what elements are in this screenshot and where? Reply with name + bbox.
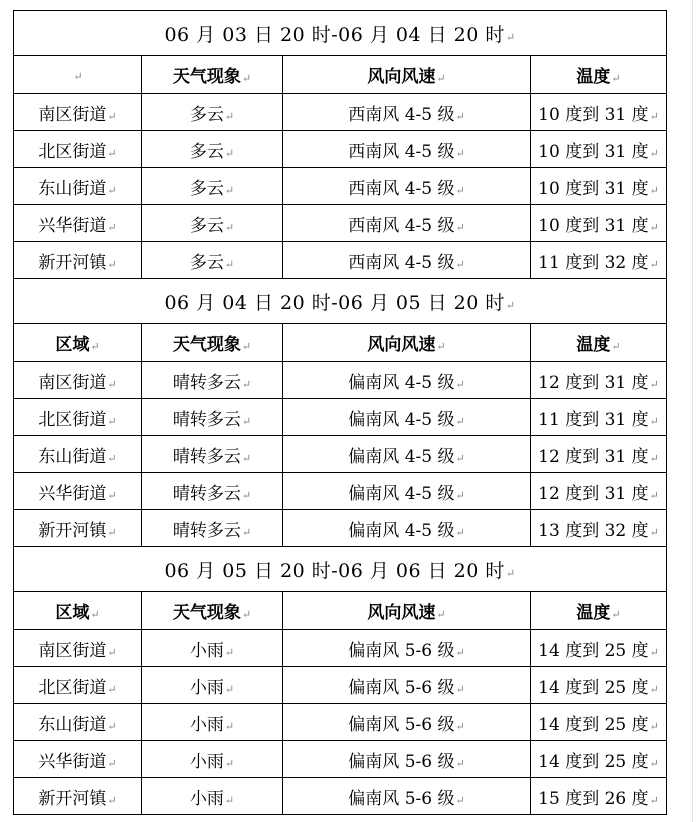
region-cell: 新开河镇↵ bbox=[14, 510, 142, 547]
wind-cell: 西南风 4-5 级↵ bbox=[283, 168, 531, 205]
temp-cell: 10 度到 31 度↵ bbox=[531, 205, 667, 242]
table-row bbox=[14, 741, 667, 778]
region-cell: 北区街道↵ bbox=[14, 667, 142, 704]
table-row bbox=[14, 94, 667, 131]
temp-cell: 11 度到 31 度↵ bbox=[531, 399, 667, 436]
forecast-table bbox=[13, 10, 667, 815]
section-title: 06 月 05 日 20 时-06 月 06 日 20 时↵ bbox=[14, 547, 667, 592]
temp-cell: 13 度到 32 度↵ bbox=[531, 510, 667, 547]
table-row bbox=[14, 667, 667, 704]
weather-cell: 多云↵ bbox=[142, 131, 283, 168]
wind-cell: 西南风 4-5 级↵ bbox=[283, 94, 531, 131]
region-cell: 兴华街道↵ bbox=[14, 473, 142, 510]
page-edge bbox=[692, 0, 693, 822]
column-header-weather: 天气现象↵ bbox=[142, 592, 283, 630]
wind-cell: 偏南风 4-5 级↵ bbox=[283, 510, 531, 547]
weather-cell: 小雨↵ bbox=[142, 630, 283, 667]
region-cell: 南区街道↵ bbox=[14, 630, 142, 667]
column-header-weather: 天气现象↵ bbox=[142, 56, 283, 94]
wind-cell: 偏南风 5-6 级↵ bbox=[283, 630, 531, 667]
temp-cell: 10 度到 31 度↵ bbox=[531, 131, 667, 168]
temp-cell: 10 度到 31 度↵ bbox=[531, 168, 667, 205]
region-cell: 东山街道↵ bbox=[14, 436, 142, 473]
temp-cell: 14 度到 25 度↵ bbox=[531, 704, 667, 741]
region-cell: 东山街道↵ bbox=[14, 168, 142, 205]
wind-cell: 偏南风 4-5 级↵ bbox=[283, 399, 531, 436]
temp-cell: 14 度到 25 度↵ bbox=[531, 667, 667, 704]
weather-cell: 晴转多云↵ bbox=[142, 399, 283, 436]
temp-cell: 11 度到 32 度↵ bbox=[531, 242, 667, 279]
section-title: 06 月 03 日 20 时-06 月 04 日 20 时↵ bbox=[14, 11, 667, 56]
region-cell: 东山街道↵ bbox=[14, 704, 142, 741]
temp-cell: 12 度到 31 度↵ bbox=[531, 362, 667, 399]
section-title-row bbox=[14, 11, 667, 56]
temp-cell: 10 度到 31 度↵ bbox=[531, 94, 667, 131]
table-row bbox=[14, 168, 667, 205]
column-header-region-empty: ↵ bbox=[14, 56, 142, 94]
region-cell: 兴华街道↵ bbox=[14, 741, 142, 778]
section-title-row bbox=[14, 547, 667, 592]
section-title: 06 月 04 日 20 时-06 月 05 日 20 时↵ bbox=[14, 279, 667, 324]
region-cell: 北区街道↵ bbox=[14, 399, 142, 436]
column-header-wind: 风向风速↵ bbox=[283, 324, 531, 362]
weather-cell: 小雨↵ bbox=[142, 778, 283, 815]
column-header-row bbox=[14, 56, 667, 94]
wind-cell: 偏南风 5-6 级↵ bbox=[283, 778, 531, 815]
table-row bbox=[14, 242, 667, 279]
column-header-temp: 温度↵ bbox=[531, 324, 667, 362]
weather-cell: 小雨↵ bbox=[142, 667, 283, 704]
column-header-temp: 温度↵ bbox=[531, 592, 667, 630]
temp-cell: 12 度到 31 度↵ bbox=[531, 436, 667, 473]
wind-cell: 偏南风 4-5 级↵ bbox=[283, 436, 531, 473]
temp-cell: 14 度到 25 度↵ bbox=[531, 630, 667, 667]
weather-cell: 晴转多云↵ bbox=[142, 436, 283, 473]
column-header-wind: 风向风速↵ bbox=[283, 592, 531, 630]
weather-cell: 多云↵ bbox=[142, 168, 283, 205]
weather-cell: 多云↵ bbox=[142, 205, 283, 242]
weather-cell: 晴转多云↵ bbox=[142, 510, 283, 547]
column-header-row bbox=[14, 324, 667, 362]
weather-cell: 小雨↵ bbox=[142, 741, 283, 778]
table-row bbox=[14, 131, 667, 168]
wind-cell: 偏南风 4-5 级↵ bbox=[283, 473, 531, 510]
temp-cell: 14 度到 25 度↵ bbox=[531, 741, 667, 778]
weather-cell: 晴转多云↵ bbox=[142, 362, 283, 399]
column-header-row bbox=[14, 592, 667, 630]
wind-cell: 西南风 4-5 级↵ bbox=[283, 131, 531, 168]
table-row bbox=[14, 436, 667, 473]
region-cell: 南区街道↵ bbox=[14, 362, 142, 399]
wind-cell: 偏南风 4-5 级↵ bbox=[283, 362, 531, 399]
weather-cell: 多云↵ bbox=[142, 94, 283, 131]
section-title-row bbox=[14, 279, 667, 324]
temp-cell: 15 度到 26 度↵ bbox=[531, 778, 667, 815]
table-row bbox=[14, 362, 667, 399]
table-row bbox=[14, 205, 667, 242]
region-cell: 南区街道↵ bbox=[14, 94, 142, 131]
weather-cell: 多云↵ bbox=[142, 242, 283, 279]
region-cell: 新开河镇↵ bbox=[14, 778, 142, 815]
wind-cell: 西南风 4-5 级↵ bbox=[283, 205, 531, 242]
wind-cell: 西南风 4-5 级↵ bbox=[283, 242, 531, 279]
temp-cell: 12 度到 31 度↵ bbox=[531, 473, 667, 510]
table-row bbox=[14, 630, 667, 667]
weather-cell: 晴转多云↵ bbox=[142, 473, 283, 510]
region-cell: 新开河镇↵ bbox=[14, 242, 142, 279]
forecast-document bbox=[13, 10, 666, 815]
table-row bbox=[14, 778, 667, 815]
column-header-wind: 风向风速↵ bbox=[283, 56, 531, 94]
column-header-temp: 温度↵ bbox=[531, 56, 667, 94]
table-row bbox=[14, 473, 667, 510]
region-cell: 北区街道↵ bbox=[14, 131, 142, 168]
wind-cell: 偏南风 5-6 级↵ bbox=[283, 704, 531, 741]
column-header-region: 区域↵ bbox=[14, 592, 142, 630]
table-row bbox=[14, 510, 667, 547]
wind-cell: 偏南风 5-6 级↵ bbox=[283, 667, 531, 704]
table-row bbox=[14, 704, 667, 741]
region-cell: 兴华街道↵ bbox=[14, 205, 142, 242]
wind-cell: 偏南风 5-6 级↵ bbox=[283, 741, 531, 778]
weather-cell: 小雨↵ bbox=[142, 704, 283, 741]
column-header-weather: 天气现象↵ bbox=[142, 324, 283, 362]
column-header-region: 区域↵ bbox=[14, 324, 142, 362]
table-row bbox=[14, 399, 667, 436]
